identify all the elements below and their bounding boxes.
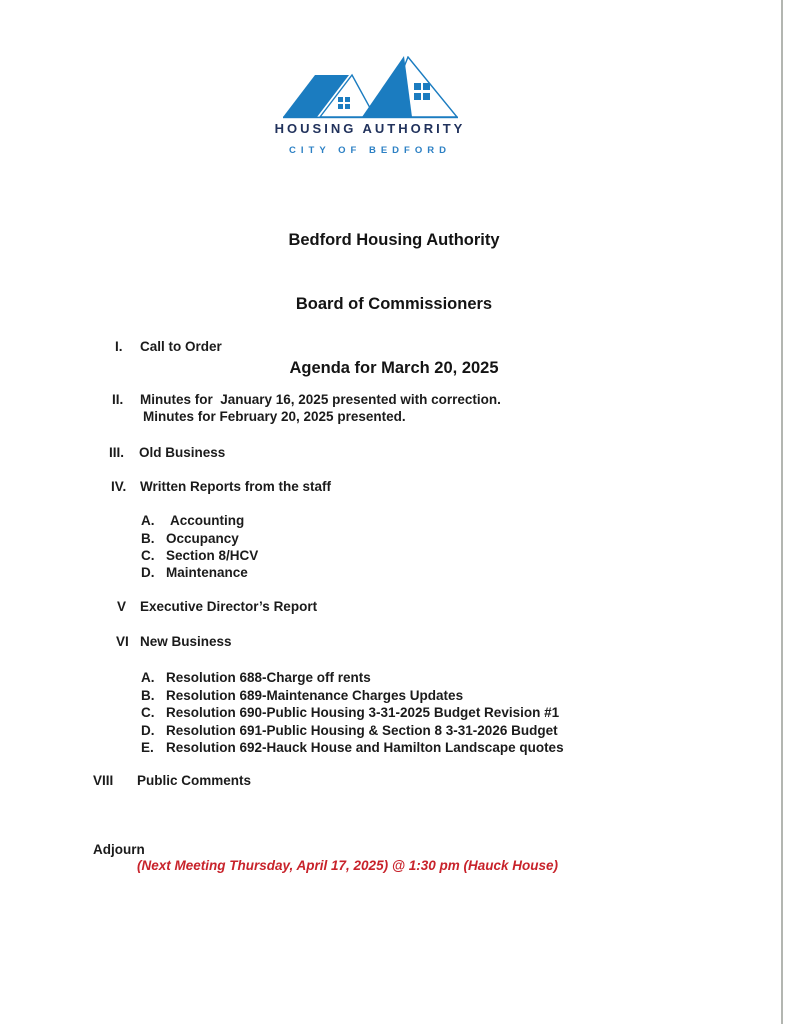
logo-baseline	[283, 117, 458, 119]
next-meeting-note: (Next Meeting Thursday, April 17, 2025) @ 1:30 pm (Hauck House)	[137, 858, 559, 873]
item-i-numeral: I.	[115, 339, 123, 354]
staff-report-b-letter: B.	[141, 531, 155, 546]
item-viii-text: Public Comments	[137, 773, 252, 788]
logo-large-house-roof	[362, 56, 412, 117]
item-viii-numeral: VIII	[93, 773, 114, 788]
new-business-b-letter: B.	[141, 688, 155, 703]
new-business-c-letter: C.	[141, 705, 155, 720]
scan-edge-line	[781, 0, 783, 1024]
item-iv-numeral: IV.	[111, 479, 127, 494]
staff-report-d-letter: D.	[141, 565, 155, 580]
item-iv-text: Written Reports from the staff	[140, 479, 332, 494]
logo-org-name: HOUSING AUTHORITY	[274, 121, 466, 136]
document-title	[243, 187, 545, 422]
title-line-agenda-date: Agenda for March 20, 2025	[289, 359, 499, 378]
new-business-d-text: Resolution 691-Public Housing & Section 8 3-31-2026 Budget	[166, 723, 558, 738]
new-business-e-text: Resolution 692-Hauck House and Hamilton Landscape quotes	[166, 740, 564, 755]
item-v-text: Executive Director’s Report	[140, 599, 318, 614]
staff-report-a-letter: A.	[141, 513, 155, 528]
adjourn-label: Adjourn	[93, 842, 145, 857]
staff-report-d-text: Maintenance	[166, 565, 248, 580]
item-i-text: Call to Order	[140, 339, 222, 354]
item-ii-text-line2: Minutes for February 20, 2025 presented.	[143, 409, 406, 424]
title-line-authority: Bedford Housing Authority	[288, 230, 500, 249]
staff-report-c-text: Section 8/HCV	[166, 548, 259, 563]
item-v-numeral: V	[117, 599, 127, 614]
item-iii-numeral: III.	[109, 445, 125, 460]
staff-report-c-letter: C.	[141, 548, 155, 563]
title-line-board: Board of Commissioners	[295, 295, 493, 314]
item-ii-numeral: II.	[112, 392, 124, 407]
staff-report-b-text: Occupancy	[166, 531, 239, 546]
new-business-b-text: Resolution 689-Maintenance Charges Updates	[166, 688, 464, 703]
new-business-d-letter: D.	[141, 723, 155, 738]
item-iii-text: Old Business	[139, 445, 226, 460]
item-vi-text: New Business	[140, 634, 232, 649]
staff-report-a-text: Accounting	[170, 513, 245, 528]
new-business-a-letter: A.	[141, 670, 155, 685]
housing-authority-logo-icon	[283, 56, 458, 120]
new-business-c-text: Resolution 690-Public Housing 3-31-2025 Budget Revision #1	[166, 705, 560, 720]
logo-org-subtitle: CITY OF BEDFORD	[289, 145, 451, 156]
item-vi-numeral: VI	[116, 634, 129, 649]
new-business-a-text: Resolution 688-Charge off rents	[166, 670, 371, 685]
new-business-e-letter: E.	[141, 740, 154, 755]
item-ii-text-line1: Minutes for January 16, 2025 presented with correction.	[140, 392, 501, 407]
